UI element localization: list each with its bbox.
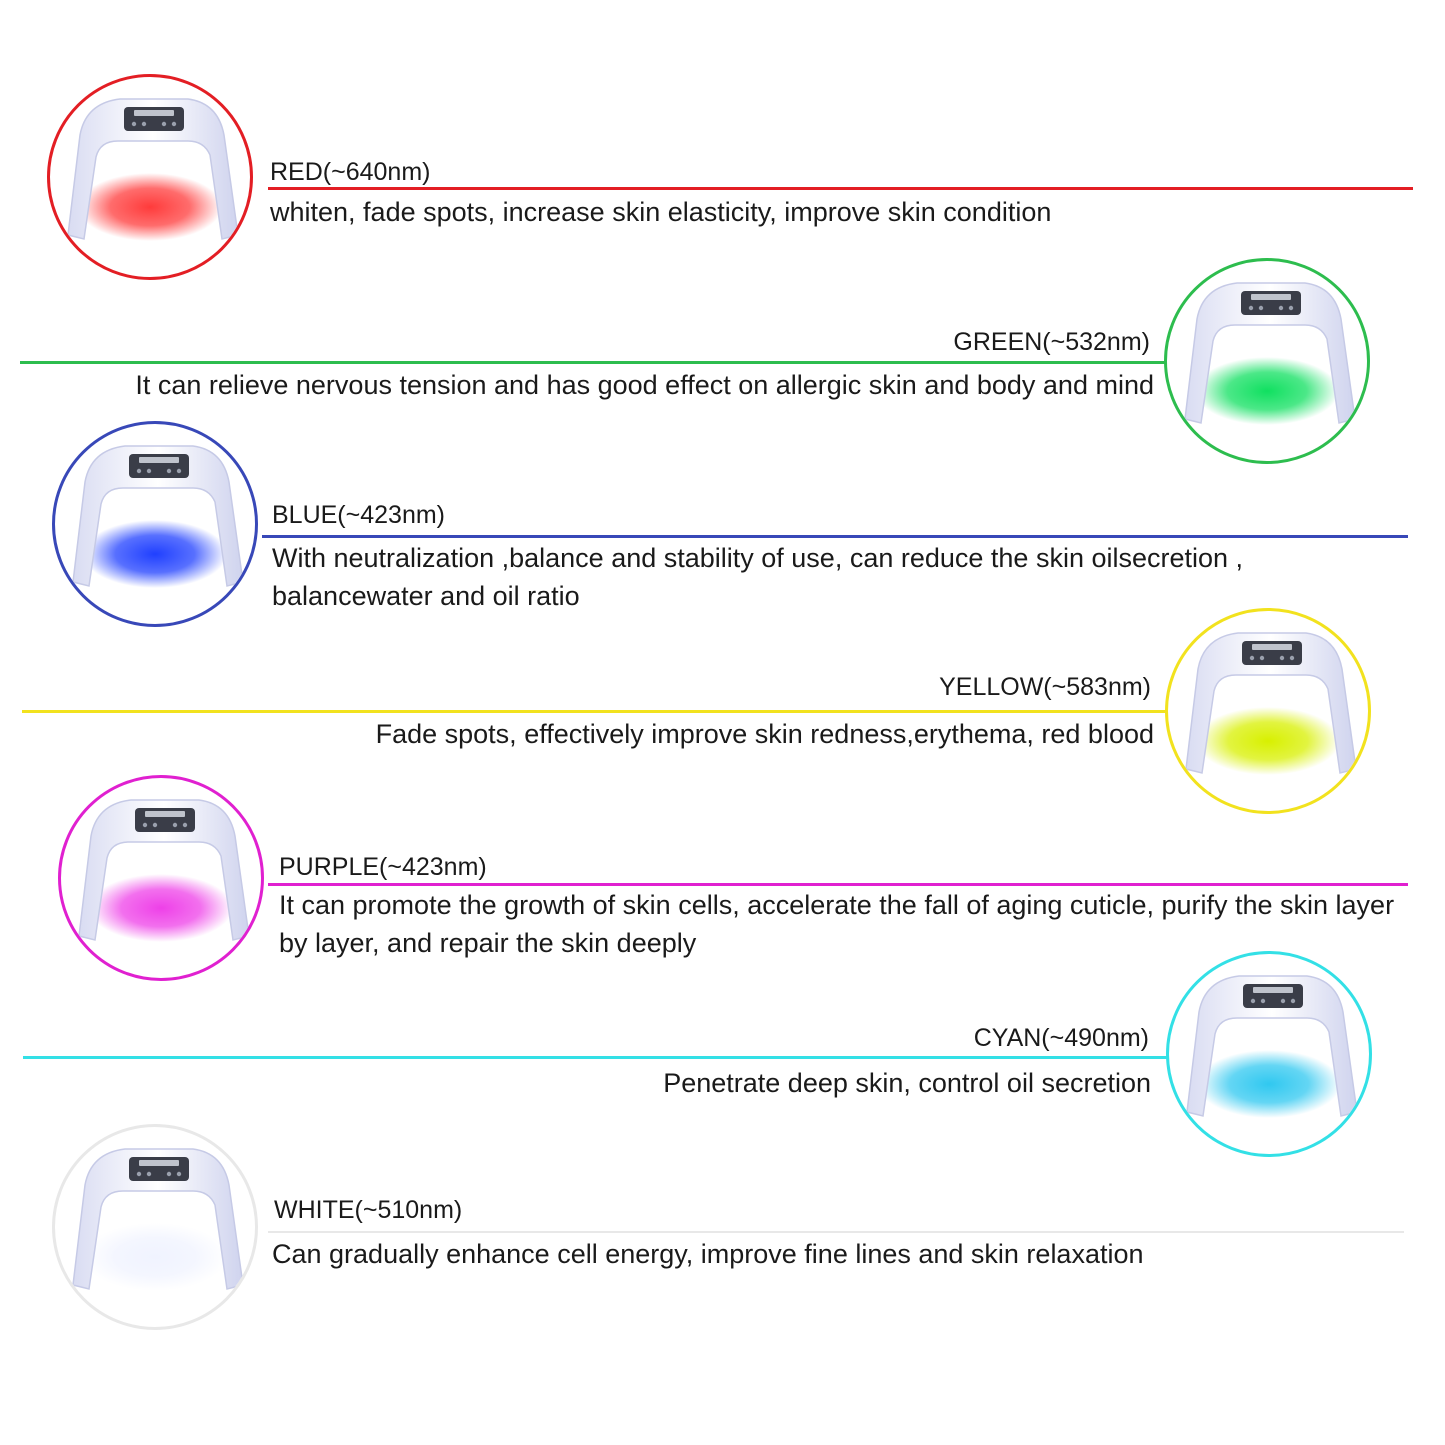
light-glow xyxy=(1196,707,1340,775)
light-glow xyxy=(1197,1050,1341,1118)
light-glow xyxy=(83,520,227,588)
device-display xyxy=(1253,987,1293,993)
yellow-light-circle xyxy=(1165,608,1371,814)
cyan-divider-line xyxy=(23,1056,1169,1059)
blue-light-label: BLUE(~423nm) xyxy=(272,501,445,529)
white-light-description: Can gradually enhance cell energy, improve fine lines and skin relaxation xyxy=(272,1239,1144,1269)
yellow-light-description: Fade spots, effectively improve skin redness,erythema, red blood xyxy=(375,719,1154,749)
device-display xyxy=(139,1160,179,1166)
red-light-label: RED(~640nm) xyxy=(270,158,431,186)
red-light-circle xyxy=(47,74,253,280)
green-divider-line xyxy=(20,361,1166,364)
white-light-label: WHITE(~510nm) xyxy=(274,1196,463,1224)
led-mask-device-icon xyxy=(1167,261,1367,461)
light-glow xyxy=(78,173,222,241)
white-light-circle xyxy=(52,1124,258,1330)
red-light-description: whiten, fade spots, increase skin elasticity, improve skin condition xyxy=(270,197,1052,227)
cyan-light-label: CYAN(~490nm) xyxy=(973,1024,1149,1052)
red-divider-line xyxy=(268,187,1413,190)
green-light-circle xyxy=(1164,258,1370,464)
led-mask-device-icon xyxy=(50,77,250,277)
device-display xyxy=(139,457,179,463)
led-mask-device-icon xyxy=(55,1127,255,1327)
device-display xyxy=(1251,294,1291,300)
device-display xyxy=(134,110,174,116)
green-light-label: GREEN(~532nm) xyxy=(953,328,1150,356)
led-mask-device-icon xyxy=(61,778,261,978)
blue-light-description: With neutralization ,balance and stability of use, can reduce the skin oilsecretion , balancewater and oil ratio xyxy=(272,543,1244,611)
white-divider-line xyxy=(268,1231,1404,1233)
led-mask-device-icon xyxy=(1168,611,1368,811)
device-display xyxy=(1252,644,1292,650)
light-glow xyxy=(89,874,233,942)
led-mask-device-icon xyxy=(1169,954,1369,1154)
yellow-light-label: YELLOW(~583nm) xyxy=(939,673,1151,701)
light-glow xyxy=(1195,357,1339,425)
green-light-description: It can relieve nervous tension and has good effect on allergic skin and body and mind xyxy=(135,370,1154,400)
blue-light-circle xyxy=(52,421,258,627)
purple-light-circle xyxy=(58,775,264,981)
light-glow xyxy=(83,1223,227,1291)
blue-divider-line xyxy=(262,535,1408,538)
led-mask-device-icon xyxy=(55,424,255,624)
purple-light-description: It can promote the growth of skin cells, accelerate the fall of aging cuticle, purify the skin layer by layer, and repair the skin deeply xyxy=(279,890,1395,958)
cyan-light-description: Penetrate deep skin, control oil secretion xyxy=(663,1068,1151,1098)
cyan-light-circle xyxy=(1166,951,1372,1157)
yellow-divider-line xyxy=(22,710,1168,713)
device-display xyxy=(145,811,185,817)
purple-light-label: PURPLE(~423nm) xyxy=(279,853,487,881)
